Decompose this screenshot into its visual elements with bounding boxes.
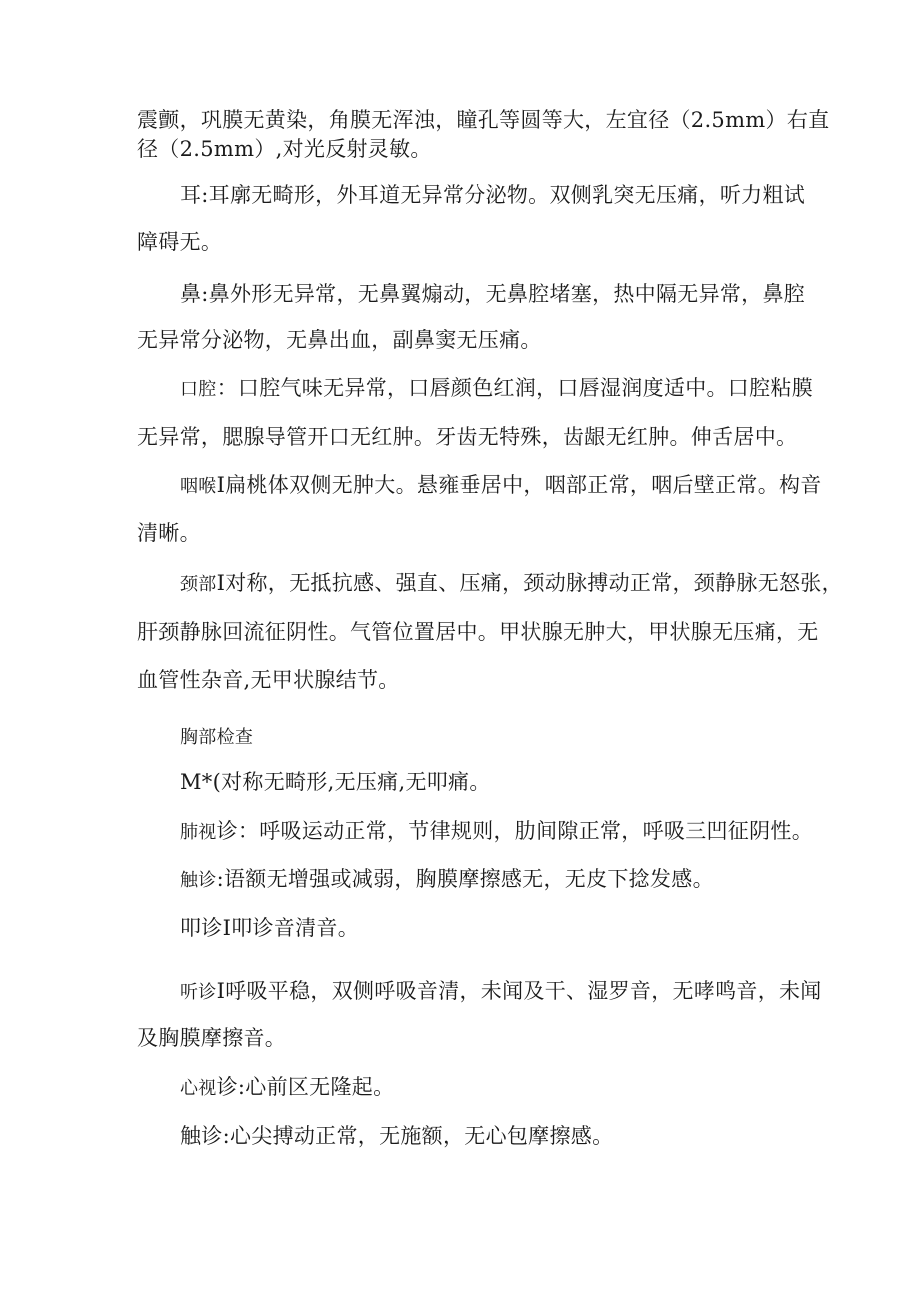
text-line: 鼻:鼻外形无异常，无鼻翼煽动，无鼻腔堵塞，热中隔无异常，鼻腔 (180, 282, 806, 306)
text-line: 清晰。 (137, 521, 201, 545)
section-label: 心视 (180, 1078, 217, 1099)
text-line: 口腔：口腔气味无异常，口唇颜色红润，口唇湿润度适中。口腔粘膜 (180, 376, 814, 400)
text-line: 叩诊I叩诊音清音。 (180, 916, 359, 940)
section-label: 口腔 (180, 379, 217, 400)
text-line: M*(对称无畸形,无压痛,无叩痛。 (180, 770, 491, 794)
text-line: 震颤，巩膜无黄染，角膜无浑浊，瞳孔等圆等大，左宜径（2.5mm）右直 (137, 108, 830, 132)
section-label: 听诊 (180, 982, 217, 1003)
section-label: 颈部 (180, 574, 217, 595)
section-label: 肺视 (180, 822, 217, 843)
text-line: 咽喉I扁桃体双侧无肿大。悬雍垂居中，咽部正常，咽后壁正常。构音 (180, 473, 822, 497)
text-line: 颈部I对称，无抵抗感、强直、压痛，颈动脉搏动正常，颈静脉无怒张， (180, 571, 843, 595)
text-line: 心视诊:心前区无隆起。 (180, 1075, 395, 1099)
text-line: 听诊I呼吸平稳，双侧呼吸音清，未闻及干、湿罗音，无哮鸣音，未闻 (180, 979, 822, 1003)
text-line: 肺视诊：呼吸运动正常，节律规则，肋间隙正常，呼吸三凹征阴性。 (180, 819, 814, 843)
text-line: 无异常，腮腺导管开口无红肿。牙齿无特殊，齿龈无红肿。伸舌居中。 (137, 425, 798, 449)
text-line: 血管性杂音,无甲状腺结节。 (137, 668, 400, 692)
text-line: 触诊:语额无增强或减弱，胸膜摩擦感无，无皮下捻发感。 (180, 867, 714, 891)
section-heading: 胸部检查 (180, 727, 254, 748)
text-line: 耳:耳廓无畸形，外耳道无异常分泌物。双侧乳突无压痛，听力粗试 (180, 183, 806, 207)
text-line: 无异常分泌物，无鼻出血，副鼻窦无压痛。 (137, 328, 542, 352)
section-label: 咽喉 (180, 476, 217, 497)
text-line: 及胸膜摩擦音。 (137, 1026, 287, 1050)
text-line: 触诊:心尖搏动正常，无施额，无心包摩擦感。 (180, 1124, 614, 1148)
text-line: 肝颈静脉回流征阴性。气管位置居中。甲状腺无肿大，甲状腺无压痛，无 (137, 620, 819, 644)
section-label: 触诊 (180, 870, 217, 891)
text-line: 障碍无。 (137, 230, 223, 254)
text-line: 径（2.5mm）,对光反射灵敏。 (137, 137, 432, 161)
